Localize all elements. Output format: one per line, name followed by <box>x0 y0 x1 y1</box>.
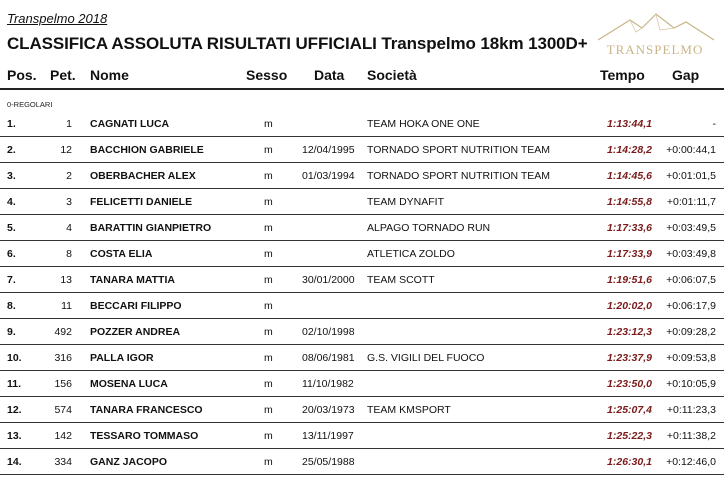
cell-gap: +0:11:38,2 <box>666 430 716 442</box>
cell-sex: m <box>264 404 273 416</box>
cell-name: POZZER ANDREA <box>90 326 181 338</box>
cell-gap: +0:01:01,5 <box>666 170 716 182</box>
event-title: Transpelmo 2018 <box>7 11 108 26</box>
cell-pos: 7. <box>7 274 16 286</box>
cell-time: 1:14:45,6 <box>607 170 652 182</box>
cell-pos: 9. <box>7 326 16 338</box>
cell-name: CAGNATI LUCA <box>90 118 170 130</box>
cell-name: FELICETTI DANIELE <box>90 196 193 208</box>
cell-sex: m <box>264 326 273 338</box>
cell-date: 13/11/1997 <box>302 430 354 442</box>
cell-name: TESSARO TOMMASO <box>90 430 199 442</box>
table-row <box>0 293 724 319</box>
header-sex: Sesso <box>246 67 288 83</box>
cell-pet: 156 <box>54 378 72 390</box>
cell-time: 1:23:50,0 <box>607 378 652 390</box>
cell-gap: - <box>712 118 716 130</box>
cell-date: 02/10/1998 <box>302 326 355 338</box>
cell-sex: m <box>264 274 273 286</box>
cell-time: 1:17:33,9 <box>607 248 652 260</box>
cell-name: OBERBACHER ALEX <box>90 170 196 182</box>
cell-pet: 334 <box>54 456 72 468</box>
cell-date: 01/03/1994 <box>302 170 355 182</box>
cell-sex: m <box>264 144 273 156</box>
cell-pos: 2. <box>7 144 16 156</box>
cell-pos: 4. <box>7 196 16 208</box>
cell-pos: 14. <box>7 456 22 468</box>
cell-pos: 10. <box>7 352 22 364</box>
cell-pos: 5. <box>7 222 16 234</box>
table-row <box>0 397 724 423</box>
cell-time: 1:23:12,3 <box>607 326 652 338</box>
table-row <box>0 423 724 449</box>
header-pos: Pos. <box>7 67 37 83</box>
cell-team: TEAM SCOTT <box>367 274 435 286</box>
table-row <box>0 111 724 137</box>
cell-gap: +0:10:05,9 <box>666 378 716 390</box>
cell-pet: 316 <box>54 352 72 364</box>
cell-time: 1:14:55,8 <box>607 196 652 208</box>
cell-gap: +0:09:28,2 <box>666 326 716 338</box>
table-row <box>0 371 724 397</box>
cell-name: BARATTIN GIANPIETRO <box>90 222 212 234</box>
cell-team: TEAM HOKA ONE ONE <box>367 118 480 130</box>
cell-gap: +0:11:23,3 <box>666 404 716 416</box>
cell-pet: 142 <box>54 430 72 442</box>
cell-pos: 3. <box>7 170 16 182</box>
cell-pet: 11 <box>61 300 72 312</box>
cell-time: 1:13:44,1 <box>607 118 652 130</box>
cell-sex: m <box>264 430 273 442</box>
mountain-logo-icon <box>590 10 720 62</box>
header-date: Data <box>314 67 345 83</box>
cell-time: 1:19:51,6 <box>607 274 652 286</box>
cell-date: 08/06/1981 <box>302 352 355 364</box>
cell-gap: +0:03:49,8 <box>666 248 716 260</box>
cell-time: 1:26:30,1 <box>607 456 652 468</box>
cell-date: 25/05/1988 <box>302 456 355 468</box>
table-row <box>0 345 724 371</box>
cell-sex: m <box>264 456 273 468</box>
cell-pos: 13. <box>7 430 22 442</box>
cell-name: TANARA MATTIA <box>90 274 175 286</box>
header-gap: Gap <box>672 67 700 83</box>
cell-name: GANZ JACOPO <box>90 456 168 468</box>
cell-time: 1:14:28,2 <box>607 144 652 156</box>
page-title: CLASSIFICA ASSOLUTA RISULTATI UFFICIALI Transpelmo 18km 1300D+ <box>7 34 588 53</box>
cell-team: TORNADO SPORT NUTRITION TEAM <box>367 144 550 156</box>
cell-name: BECCARI FILIPPO <box>90 300 182 312</box>
cell-team: TEAM KMSPORT <box>367 404 451 416</box>
cell-pos: 1. <box>7 118 16 130</box>
cell-pet: 4 <box>66 222 72 234</box>
cell-gap: +0:03:49,5 <box>666 222 716 234</box>
cell-sex: m <box>264 378 273 390</box>
cell-gap: +0:06:17,9 <box>666 300 716 312</box>
cell-time: 1:25:07,4 <box>607 404 652 416</box>
cell-date: 20/03/1973 <box>302 404 355 416</box>
cell-sex: m <box>264 118 273 130</box>
cell-sex: m <box>264 196 273 208</box>
table-row <box>0 449 724 475</box>
cell-pet: 8 <box>66 248 72 260</box>
group-label: 0-REGOLARI <box>7 100 53 109</box>
cell-pet: 1 <box>66 118 72 130</box>
cell-name: COSTA ELIA <box>90 248 153 260</box>
cell-pos: 8. <box>7 300 16 312</box>
cell-sex: m <box>264 222 273 234</box>
cell-pet: 3 <box>66 196 72 208</box>
cell-pos: 11. <box>7 378 22 390</box>
table-row <box>0 137 724 163</box>
header-pet: Pet. <box>50 67 76 83</box>
cell-date: 30/01/2000 <box>302 274 355 286</box>
cell-pos: 12. <box>7 404 22 416</box>
table-header <box>0 62 724 90</box>
header-name: Nome <box>90 67 129 83</box>
cell-name: BACCHION GABRIELE <box>90 144 204 156</box>
cell-name: TANARA FRANCESCO <box>90 404 203 416</box>
results-table <box>0 111 724 475</box>
header-time: Tempo <box>600 67 645 83</box>
cell-pet: 2 <box>66 170 72 182</box>
table-row <box>0 319 724 345</box>
cell-sex: m <box>264 248 273 260</box>
table-row <box>0 267 724 293</box>
transpelmo-logo <box>590 10 720 62</box>
cell-sex: m <box>264 170 273 182</box>
cell-name: PALLA IGOR <box>90 352 154 364</box>
cell-team: TORNADO SPORT NUTRITION TEAM <box>367 170 550 182</box>
cell-time: 1:17:33,6 <box>607 222 652 234</box>
table-row <box>0 215 724 241</box>
cell-team: G.S. VIGILI DEL FUOCO <box>367 352 485 364</box>
cell-time: 1:20:02,0 <box>607 300 652 312</box>
cell-gap: +0:01:11,7 <box>666 196 716 208</box>
logo-text: TRANSPELMO <box>606 42 704 57</box>
cell-sex: m <box>264 300 273 312</box>
cell-pet: 492 <box>54 326 72 338</box>
cell-gap: +0:00:44,1 <box>666 144 716 156</box>
cell-time: 1:25:22,3 <box>607 430 652 442</box>
cell-date: 11/10/1982 <box>302 378 354 390</box>
cell-name: MOSENA LUCA <box>90 378 168 390</box>
table-row <box>0 241 724 267</box>
header-team: Società <box>367 67 417 83</box>
cell-team: ATLETICA ZOLDO <box>367 248 455 260</box>
cell-pet: 12 <box>60 144 72 156</box>
cell-gap: +0:12:46,0 <box>666 456 716 468</box>
cell-gap: +0:06:07,5 <box>666 274 716 286</box>
cell-pet: 574 <box>54 404 72 416</box>
cell-pos: 6. <box>7 248 16 260</box>
cell-team: TEAM DYNAFIT <box>367 196 445 208</box>
cell-date: 12/04/1995 <box>302 144 355 156</box>
cell-gap: +0:09:53,8 <box>666 352 716 364</box>
cell-pet: 13 <box>60 274 72 286</box>
table-row <box>0 163 724 189</box>
cell-time: 1:23:37,9 <box>607 352 652 364</box>
cell-team: ALPAGO TORNADO RUN <box>367 222 491 234</box>
table-row <box>0 189 724 215</box>
cell-sex: m <box>264 352 273 364</box>
